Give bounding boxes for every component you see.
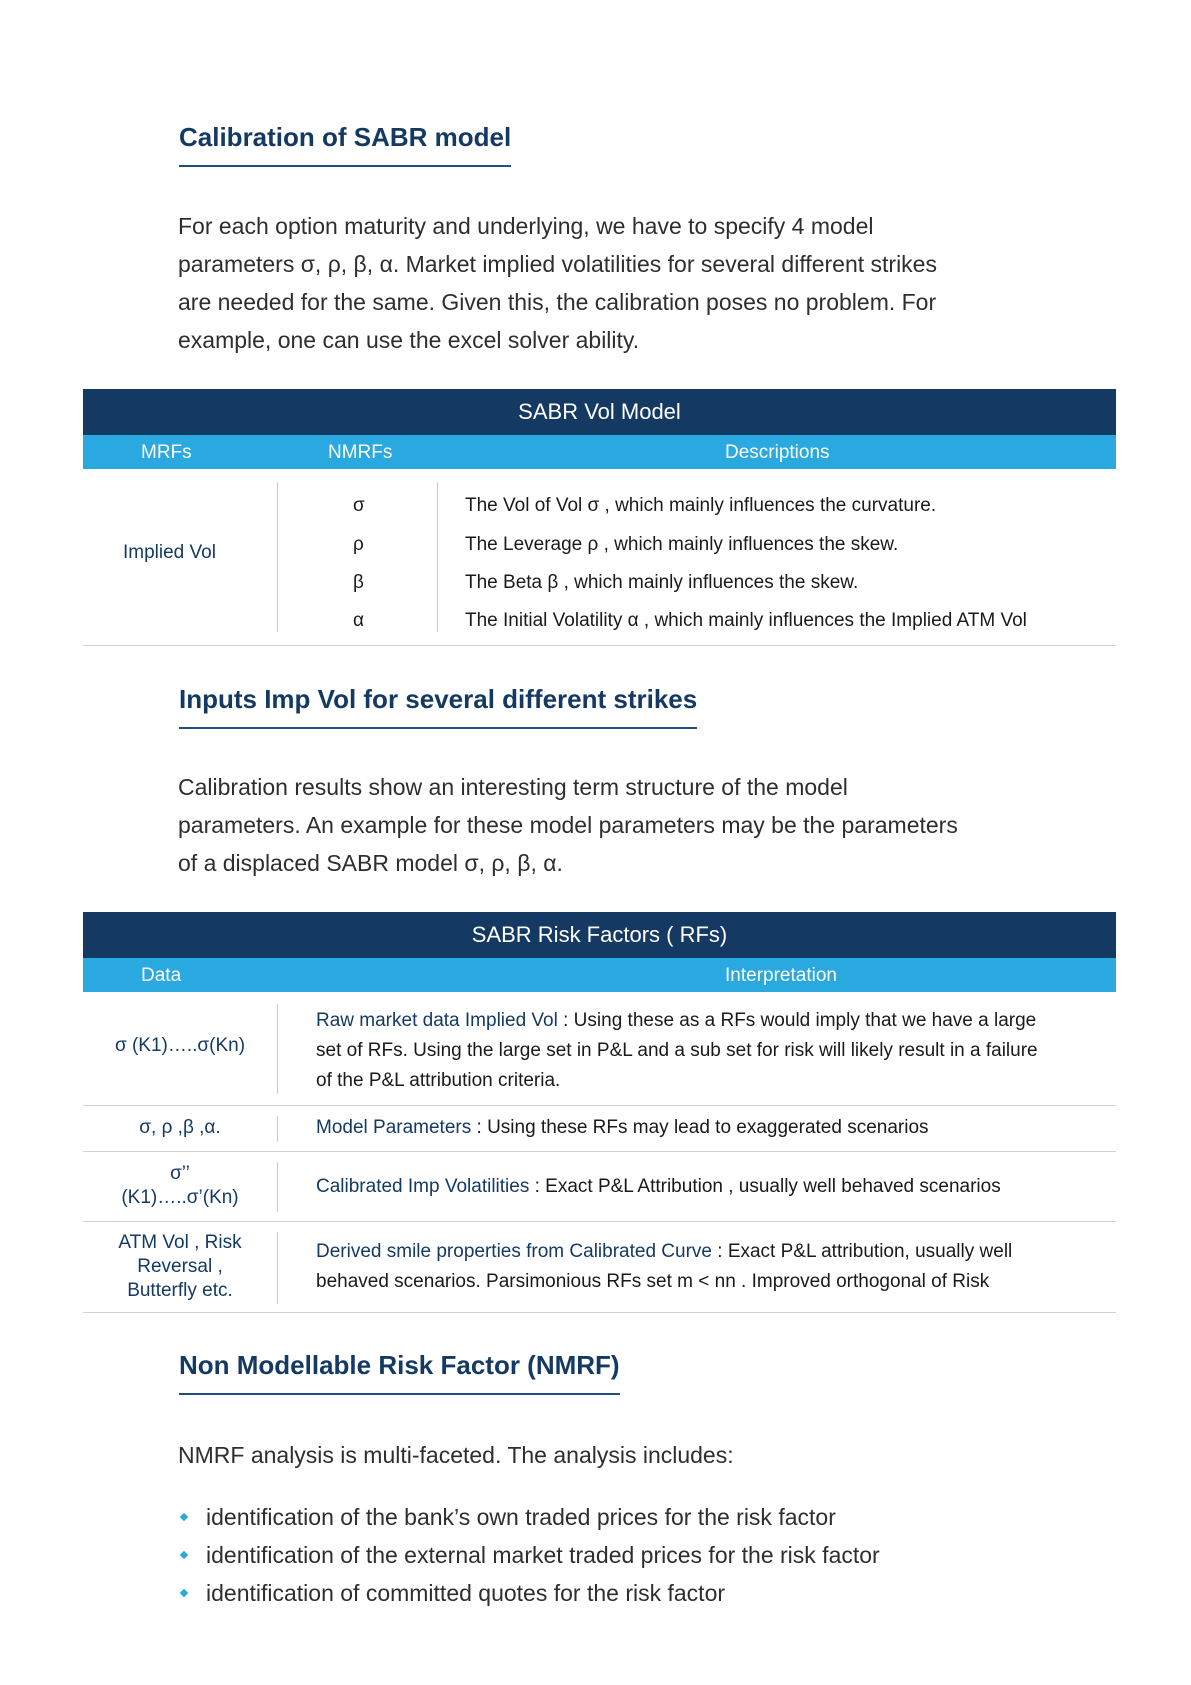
- data-line: σ (K1)…..σ(Kn): [114, 1035, 246, 1056]
- data-cell: [83, 1162, 277, 1210]
- interpretation-cell: [316, 1117, 1106, 1139]
- section-heading-inputs: Inputs Imp Vol for several different strikes: [179, 684, 697, 729]
- paragraph-line: example, one can use the excel solver ability.: [178, 327, 640, 353]
- data-line: σ, ρ ,β ,α.: [139, 1117, 221, 1138]
- table-row: [83, 1106, 1116, 1152]
- bullet-diamond-icon: [180, 1589, 188, 1597]
- table-row: [83, 1152, 1116, 1222]
- header-data: Data: [141, 965, 182, 986]
- paragraph-line: are needed for the same. Given this, the calibration poses no problem. For: [178, 289, 937, 315]
- interpretation-line: of the P&L attribution criteria.: [316, 1070, 561, 1091]
- table-body: [83, 469, 1116, 646]
- interpretation-label: Calibrated Imp Volatilities: [316, 1176, 530, 1197]
- list-item: [178, 1574, 880, 1612]
- column-divider: [437, 482, 438, 632]
- bullet-diamond-icon: [180, 1513, 188, 1521]
- bullet-diamond-icon: [180, 1551, 188, 1559]
- section-heading-nmrf: Non Modellable Risk Factor (NMRF): [179, 1350, 620, 1395]
- interpretation-text: : Using these RFs may lead to exaggerated scenarios: [471, 1117, 929, 1138]
- interpretation-line: [316, 1237, 1106, 1267]
- nmrf-bullet-list: [178, 1498, 880, 1612]
- data-line: Reversal ,: [137, 1256, 223, 1277]
- column-divider: [277, 1162, 278, 1212]
- interpretation-label: Model Parameters: [316, 1117, 472, 1138]
- header-interpretation: Interpretation: [725, 965, 837, 986]
- paragraph-line: parameters σ, ρ, β, α. Market implied volatilities for several different strikes: [178, 251, 937, 277]
- nmrf-cell: β: [353, 572, 364, 593]
- list-item: [178, 1498, 880, 1536]
- header-nmrfs: NMRFs: [328, 442, 393, 463]
- interpretation-cell: [316, 1237, 1106, 1297]
- data-line: Butterfly etc.: [127, 1280, 233, 1301]
- list-item-text: identification of the external market traded prices for the risk factor: [206, 1542, 880, 1568]
- interpretation-line: behaved scenarios. Parsimonious RFs set m < nn . Improved orthogonal of Risk: [316, 1271, 990, 1292]
- paragraph-line: For each option maturity and underlying, we have to specify 4 model: [178, 213, 874, 239]
- sabr-vol-model-table: [83, 389, 1116, 646]
- data-cell: [83, 1117, 277, 1139]
- data-cell: [83, 1035, 277, 1057]
- data-cell: [83, 1231, 277, 1303]
- table-row: [83, 992, 1116, 1106]
- interpretation-label: Derived smile properties from Calibrated Curve: [316, 1241, 712, 1262]
- table-header-row: [83, 958, 1116, 992]
- description-cell: The Leverage ρ , which mainly influences the skew.: [465, 534, 899, 555]
- table-row: [83, 1222, 1116, 1313]
- inputs-paragraph: [178, 768, 1018, 882]
- interpretation-cell: [316, 1176, 1106, 1198]
- interpretation-text: : Exact P&L Attribution , usually well behaved scenarios: [529, 1176, 1001, 1197]
- column-divider: [277, 482, 278, 632]
- list-item-text: identification of committed quotes for the risk factor: [206, 1580, 726, 1606]
- interpretation-line: set of RFs. Using the large set in P&L and a sub set for risk will likely result in a failure: [316, 1040, 1038, 1061]
- column-divider: [277, 1004, 278, 1094]
- calibration-paragraph: [178, 207, 1018, 359]
- description-cell: The Vol of Vol σ , which mainly influences the curvature.: [465, 495, 937, 516]
- nmrf-cell: ρ: [353, 534, 364, 555]
- interpretation-cell: [316, 1006, 1106, 1096]
- description-cell: The Initial Volatility α , which mainly influences the Implied ATM Vol: [465, 610, 1027, 631]
- data-line: (K1)…..σ’(Kn): [121, 1187, 239, 1208]
- table-title: SABR Risk Factors ( RFs): [83, 912, 1116, 958]
- list-item-text: identification of the bank’s own traded prices for the risk factor: [206, 1504, 836, 1530]
- table-title: SABR Vol Model: [83, 389, 1116, 435]
- interpretation-text: : Using these as a RFs would imply that we have a large: [557, 1010, 1037, 1031]
- data-line: ATM Vol , Risk: [118, 1232, 242, 1253]
- header-descriptions: Descriptions: [725, 442, 830, 463]
- nmrf-cell: α: [353, 610, 364, 631]
- paragraph-line: Calibration results show an interesting term structure of the model: [178, 774, 848, 800]
- column-divider: [277, 1116, 278, 1142]
- interpretation-line: [316, 1006, 1106, 1036]
- interpretation-label: Raw market data Implied Vol: [316, 1010, 558, 1031]
- table-header-row: [83, 435, 1116, 469]
- section-heading-calibration: Calibration of SABR model: [179, 122, 511, 167]
- paragraph-line: of a displaced SABR model σ, ρ, β, α.: [178, 850, 563, 876]
- paragraph-line: NMRF analysis is multi-faceted. The analysis includes:: [178, 1442, 734, 1468]
- nmrf-cell: σ: [353, 495, 365, 516]
- header-mrfs: MRFs: [141, 442, 192, 463]
- paragraph-line: parameters. An example for these model parameters may be the parameters: [178, 812, 958, 838]
- interpretation-text: : Exact P&L attribution, usually well: [711, 1241, 1013, 1262]
- sabr-risk-factors-table: [83, 912, 1116, 1313]
- nmrf-paragraph: [178, 1436, 1018, 1474]
- list-item: [178, 1536, 880, 1574]
- description-cell: The Beta β , which mainly influences the skew.: [465, 572, 859, 593]
- data-line: σ’’: [170, 1163, 190, 1184]
- column-divider: [277, 1232, 278, 1304]
- mrf-cell: Implied Vol: [123, 542, 216, 563]
